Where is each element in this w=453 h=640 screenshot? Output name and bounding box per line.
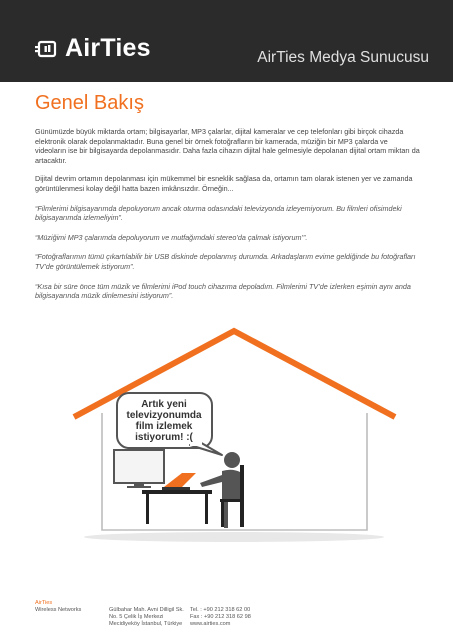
footer-contact: [190, 607, 251, 629]
laptop-icon: [162, 473, 196, 490]
speech-line: film izlemek: [135, 421, 193, 432]
contact-tel: Tel. : +90 212 318 62 00: [190, 607, 251, 613]
address-line: Gülbahar Mah. Avni Dilligil Sk.: [109, 607, 184, 613]
address-line: Mecidiyeköy İstanbul, Türkiye: [109, 621, 183, 628]
contact-website[interactable]: www.airties.com: [190, 621, 231, 628]
footer-brand-block: [35, 600, 81, 614]
speech-line: televizyonumda: [126, 410, 202, 421]
quote: “Filmlerimi bilgisayarımda depoluyorum ancak oturma odasındaki televizyonda izleyemiyorum. Bu filmleri ofisimdeki bilgisayarımda izlemeliyim”.: [35, 203, 402, 223]
address-line: No. 5 Çelik İş Merkezi: [109, 614, 164, 621]
document-title: AirTies Medya Sunucusu: [257, 49, 429, 66]
speech-line: Artık yeni: [141, 399, 187, 410]
header-bar: [0, 0, 453, 82]
airties-logo-icon: [35, 38, 59, 60]
footer-brand: AirTies: [35, 600, 53, 606]
footer-address: [109, 607, 184, 629]
footer-company: Wireless Networks: [35, 607, 82, 614]
section-heading: Genel Bakış: [35, 92, 144, 114]
speech-line: istiyorum! :(: [135, 432, 193, 443]
contact-fax: Fax : +90 212 318 62 98: [190, 614, 251, 621]
quote: “Müziğimi MP3 çalarımda depoluyorum ve mutfağımdaki stereo’da çalmak istiyorum’”.: [35, 232, 308, 242]
tv-icon: [114, 450, 164, 488]
house-illustration: [72, 325, 397, 550]
paragraph: Günümüzde büyük miktarda ortam; bilgisayarlar, MP3 çalarlar, dijital kameralar ve cep telefonları gibi birçok cihazda elektronik olarak depolanmaktadır. Buna genel bir örnek fotoğrafların bir kamerada, müziğin bir MP3 çalarda ve videoların ise bir bilgisayarda depolanmasıdır. Daha fazla cihazın dijital hale gelmesiyle depolanan dijital ortam miktarı da artacaktır.: [35, 127, 420, 165]
main-content: [35, 92, 420, 301]
paragraph: Dijital devrim ortamın depolanması için mükemmel bir esneklik sağlasa da, ortamın tam olarak istenen yer ve zamanda görüntülenmesi kolay değil hatta bazen imkânsızdır. Örneğin...: [35, 174, 413, 193]
quote: “Fotoğraflarımın tümü çıkartılabilir bir USB diskinde depolanmış durumda. Arkadaşlarım evime geldiğinde bu fotoğrafları TV’de görüntülemek istiyorum”.: [35, 252, 416, 271]
quote: “Kısa bir süre önce tüm müzik ve filmlerimi iPod touch cihazıma depoladım. Filmlerimi TV’de izlerken eşimin aynı anda bilgisayarında müzik dinlemesini istiyorum”.: [35, 281, 411, 301]
speech-bubble: [117, 393, 222, 455]
logo-text: AirTies: [65, 34, 151, 62]
airties-logo: [35, 34, 151, 63]
table-icon: [142, 490, 212, 524]
